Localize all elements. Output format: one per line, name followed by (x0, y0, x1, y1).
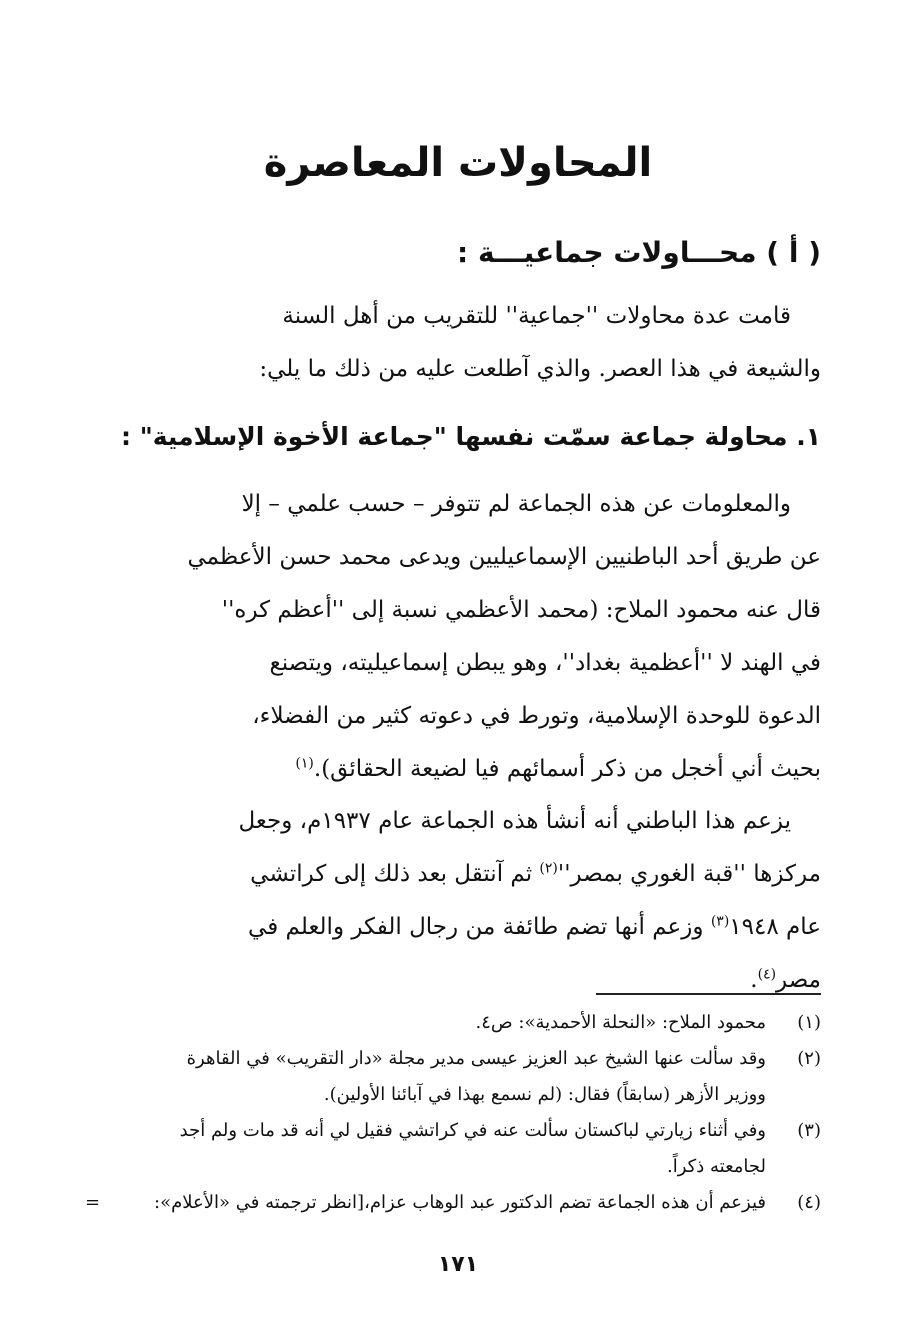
footnote-line: وفي أثناء زيارتي لباكستان سألت عنه في كراتشي فقيل لي أنه قد مات ولم أجد (179, 1120, 766, 1141)
paragraph-text: بحيث أني أخجل من ذكر أسمائهم فيا لضيعة الحقائق). (313, 756, 821, 782)
page-number: ١٧١ (437, 1252, 479, 1277)
footnote-number: (٤) (797, 1192, 821, 1213)
paragraph-line (90, 743, 821, 796)
paragraph-text: ثم آنتقل بعد ذلك إلى كراتشي (250, 861, 540, 887)
footnote-line: فيزعم أن هذه الجماعة تضم الدكتور عبد الوهاب عزام،[انظر ترجمته في «الأعلام»: (154, 1192, 766, 1213)
footnote (90, 1113, 821, 1185)
footnote-text (90, 1041, 766, 1113)
footnote-text (90, 1113, 766, 1185)
footnote-text (90, 1005, 766, 1041)
footnote (90, 1005, 821, 1041)
paragraph-group-info (90, 478, 821, 796)
paragraph-founding (90, 795, 821, 1007)
footnote-line: محمود الملاح: «النحلة الأحمدية»: ص٤. (475, 1012, 766, 1033)
footnote-number: (١) (797, 1012, 821, 1033)
footnote-ref: (٤) (757, 966, 777, 983)
footnote-ref: (٢) (539, 860, 558, 877)
sub-heading: ١. محاولة جماعة سمّت نفسها "جماعة الأخوة الإسلامية" : (121, 422, 821, 451)
paragraph-line: والشيعة في هذا العصر. والذي آطلعت عليه من ذلك ما يلي: (259, 356, 821, 382)
paragraph-text: عام ١٩٤٨ (729, 914, 821, 940)
footnote-number: (٣) (797, 1120, 821, 1141)
footnote-continuation-mark: = (85, 1192, 101, 1213)
paragraph-line (90, 954, 821, 1007)
section-heading: ( أ ) محـــاولات جماعيـــة : (457, 236, 821, 269)
paragraph-text: . (750, 967, 758, 993)
paragraph-intro (90, 290, 821, 396)
paragraph-line: الدعوة للوحدة الإسلامية، وتورط في دعوته كثير من الفضلاء، (252, 703, 821, 729)
footnote-line: وقد سألت عنها الشيخ عبد العزيز عيسى مدير مجلة «دار التقريب» في القاهرة (186, 1048, 766, 1069)
footnote (85, 1185, 821, 1221)
footnote-text (85, 1185, 766, 1221)
paragraph-line (90, 848, 821, 901)
paragraph-line: قامت عدة محاولات ''جماعية'' للتقريب من أهل السنة (282, 303, 791, 329)
paragraph-line: والمعلومات عن هذه الجماعة لم تتوفر – حسب علمي – إلا (241, 491, 791, 517)
paragraph-line (90, 901, 821, 954)
footnote-divider (596, 993, 821, 995)
footnote-line: لجامعته ذكراً. (667, 1156, 766, 1177)
paragraph-line: في الهند لا ''أعظمية بغداد''، وهو يبطن إسماعيليته، ويتصنع (269, 650, 821, 676)
footnote-line: ووزير الأزهر (سابقاً) فقال: (لم نسمع بهذا في آبائنا الأولين). (323, 1084, 766, 1105)
paragraph-text: مصر (776, 967, 821, 993)
paragraph-text: وزعم أنها تضم طائفة من رجال الفكر والعلم في (248, 914, 711, 940)
footnote-ref: (١) (295, 755, 314, 772)
footnotes (85, 1005, 821, 1221)
paragraph-text: مركزها ''قبة الغوري بمصر'' (557, 861, 821, 887)
footnote (90, 1041, 821, 1113)
paragraph-line: قال عنه محمود الملاح: (محمد الأعظمي نسبة إلى ''أعظم كره'' (221, 597, 821, 623)
paragraph-line: يزعم هذا الباطني أنه أنشأ هذه الجماعة عام ١٩٣٧م، وجعل (238, 808, 791, 834)
footnote-ref: (٣) (710, 913, 730, 930)
footnote-number: (٢) (797, 1048, 821, 1069)
chapter-title: المحاولات المعاصرة (263, 140, 653, 186)
paragraph-line: عن طريق أحد الباطنيين الإسماعيليين ويدعى محمد حسن الأعظمي (187, 544, 821, 570)
